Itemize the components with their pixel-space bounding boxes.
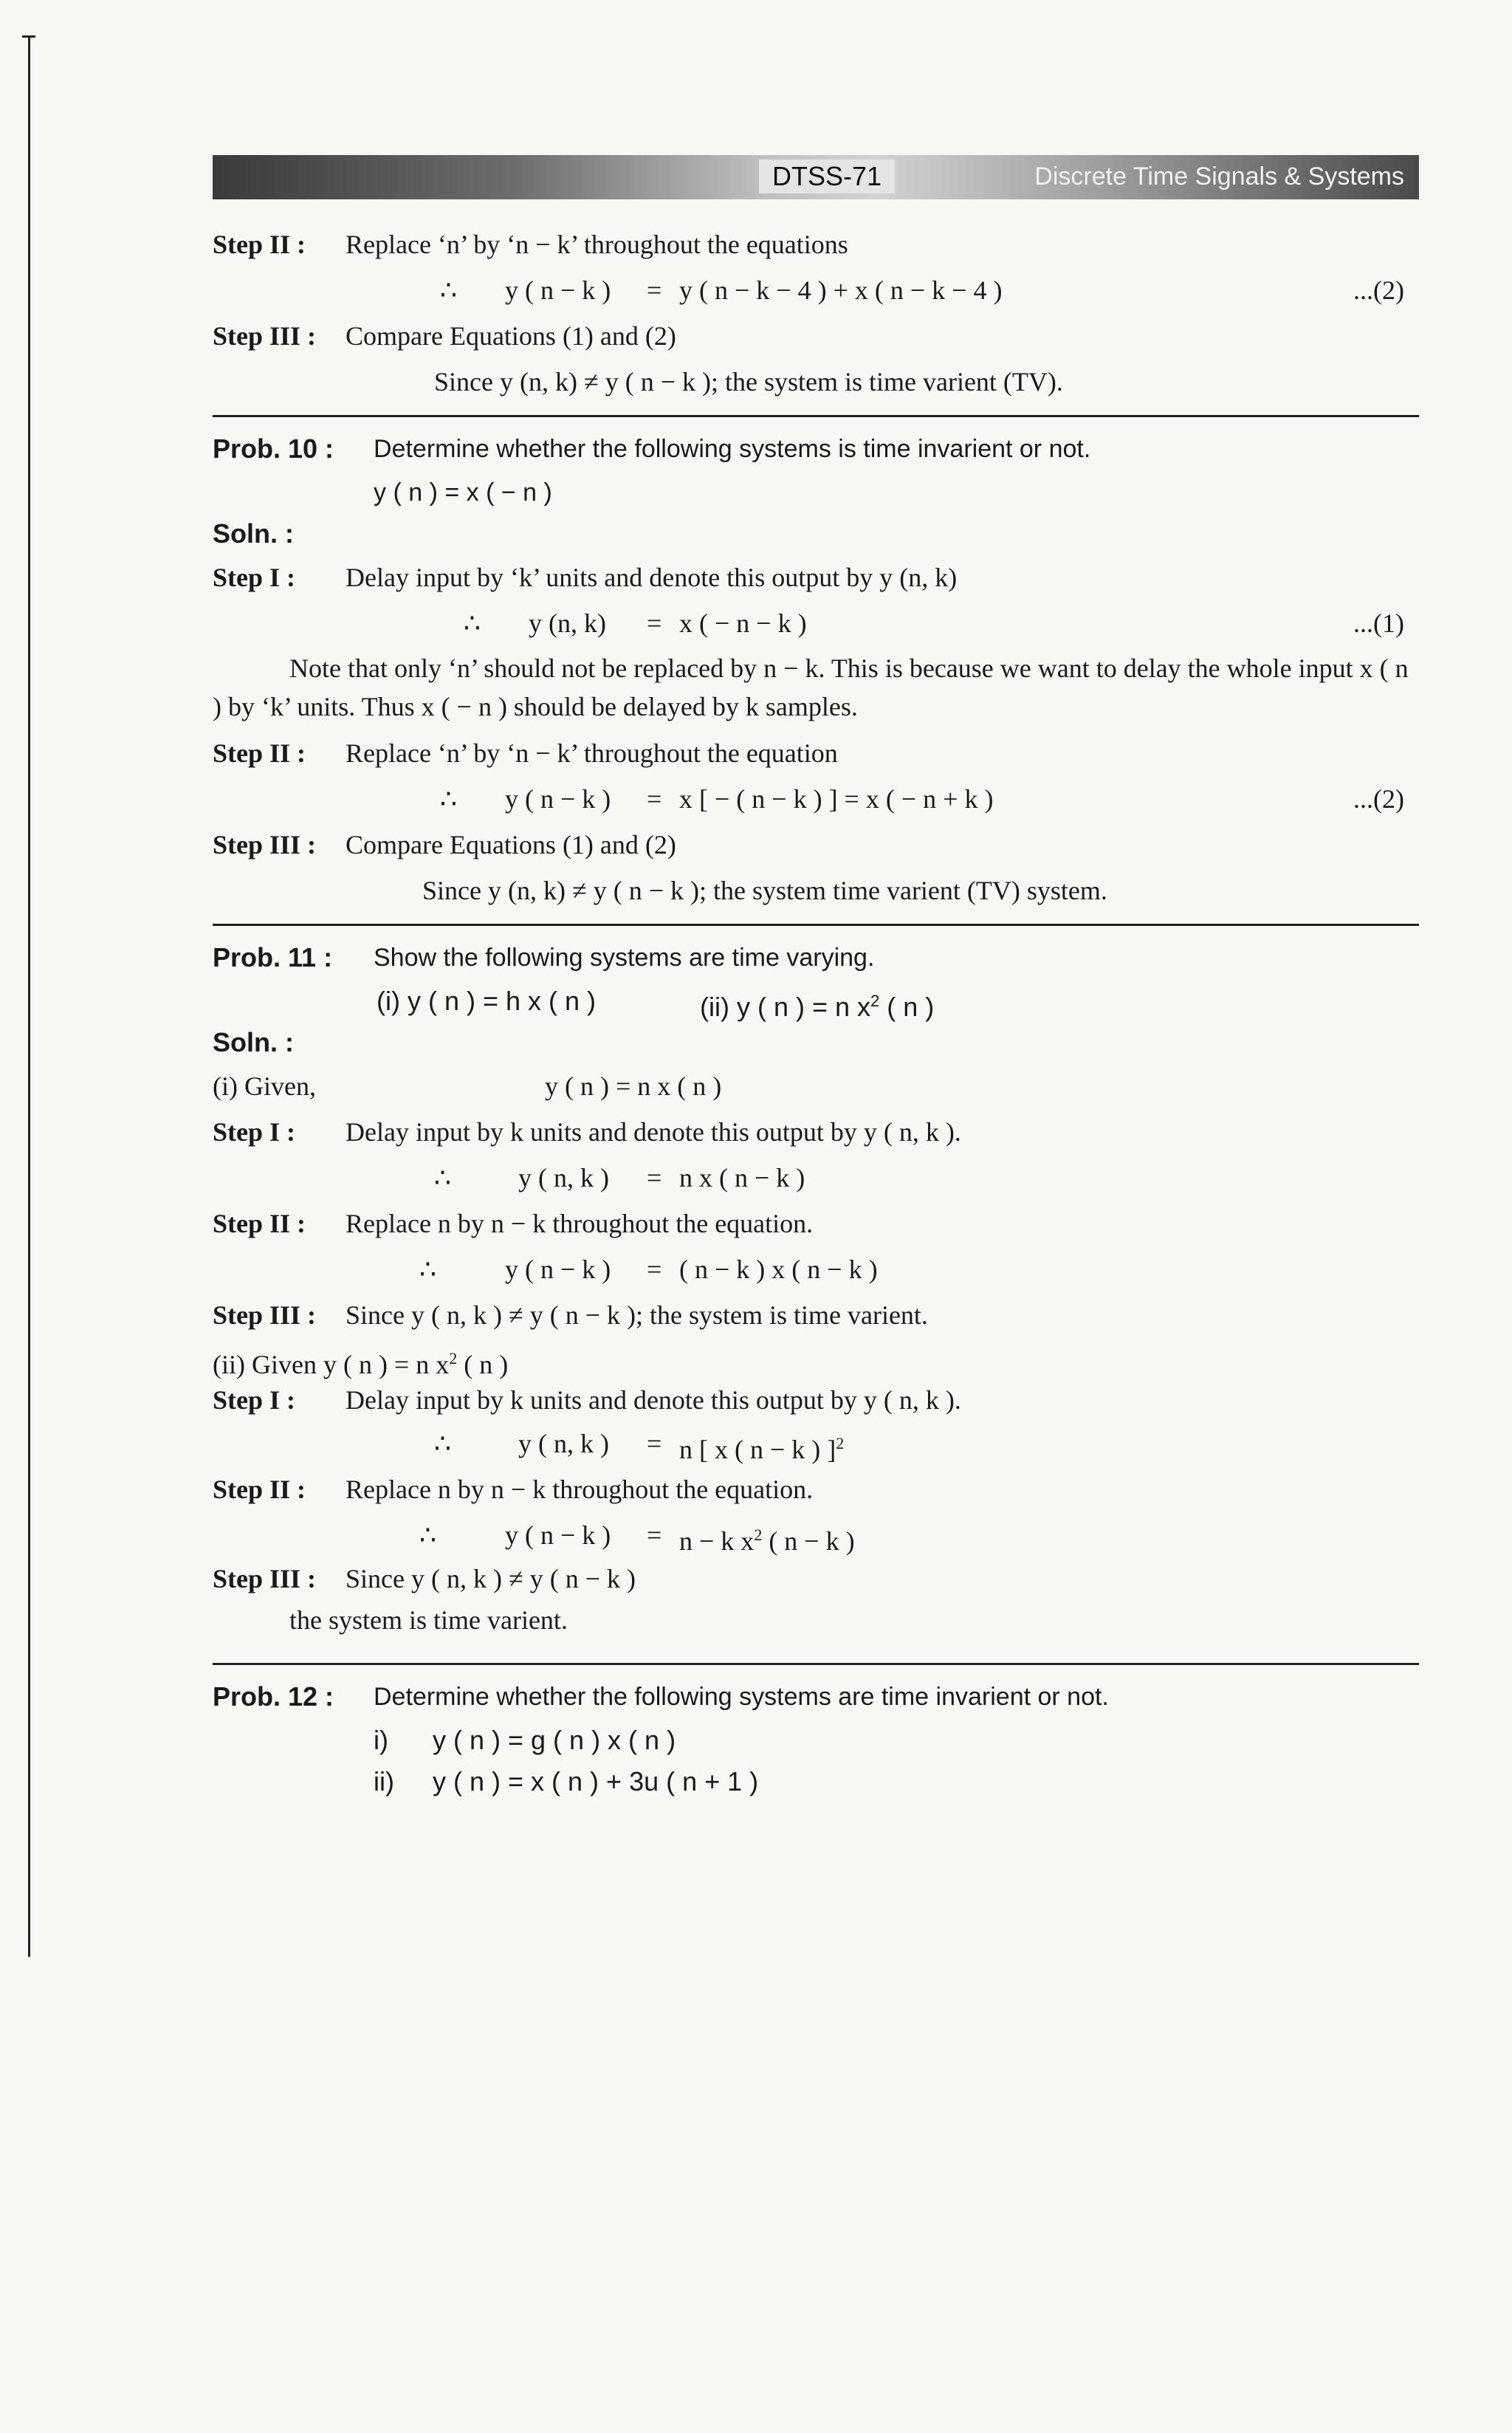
step-text: Delay input by k units and denote this output by y ( n, k ). [346,1117,961,1147]
step-row [213,1379,1419,1421]
equation-lhs: y ( n, k ) [518,1429,609,1458]
problem-equation-row [213,981,1419,1022]
equals-sign: = [647,1255,662,1284]
step-label: Step II : [213,230,306,259]
equation-row [213,1421,1419,1466]
therefore-symbol: ∴ [419,1255,436,1284]
equation-row [213,600,1419,646]
problem-label: Prob. 11 : [213,942,333,972]
problem-equation: y ( n ) = x ( − n ) [374,478,552,507]
page-header [213,155,1419,199]
given-row [213,1063,1419,1109]
equation-rhs: x ( − n − k ) [679,608,807,638]
equation-lhs: y (n, k) [529,608,606,638]
given-equation: y ( n ) = n x ( n ) [545,1071,722,1101]
solution-heading-row [213,513,1419,555]
equation-lhs: y ( n − k ) [505,275,611,305]
problem-item-equation: y ( n ) = x ( n ) + 3u ( n + 1 ) [433,1766,759,1797]
step-label: Step III : [213,1300,317,1330]
given-label: (i) Given, [213,1071,316,1101]
problem-item [213,1761,1419,1802]
step-text: Compare Equations (1) and (2) [346,830,676,859]
equation-row [213,1246,1419,1292]
step-label: Step III : [213,321,317,351]
step-row [213,222,1419,267]
page-content [213,222,1419,1802]
equation-number: ...(2) [1353,784,1404,814]
conclusion-text: Since y (n, k) ≠ y ( n − k ); the system time varient (TV) system. [422,876,1107,905]
step-label: Step III : [213,830,317,859]
page-code: DTSS-71 [759,159,895,193]
equation-lhs: y ( n, k ) [518,1163,609,1193]
step-label: Step II : [213,738,306,768]
conclusion-row [213,1599,1419,1641]
step-label: Step I : [213,1385,296,1415]
step-text: Replace n by n − k throughout the equation. [346,1209,814,1238]
margin-line [28,37,30,1957]
step-label: Step II : [213,1209,306,1238]
equation-rhs: x [ − ( n − k ) ] = x ( − n + k ) [679,784,994,814]
divider [213,924,1419,926]
step-row [213,313,1419,359]
equals-sign: = [647,784,662,814]
step-row [213,1466,1419,1512]
equation-lhs: y ( n − k ) [505,1255,611,1284]
problem-statement: Determine whether the following systems are time invarient or not. [374,1683,1109,1711]
equation-number: ...(2) [1353,275,1404,305]
problem-part-i: (i) y ( n ) = h x ( n ) [377,986,597,1016]
solution-heading: Soln. : [213,1027,294,1057]
problem-row [213,1674,1419,1720]
step-row [213,1292,1419,1338]
equals-sign: = [647,608,662,638]
equals-sign: = [647,1429,662,1458]
problem-row [213,935,1419,981]
equation-rhs: n − k $x^2$ ( n − k ) [679,1526,855,1556]
problem-item-number: i) [374,1725,388,1755]
step-row [213,555,1419,600]
step-text: Since y ( n, k ) ≠ y ( n − k ); the system is time varient. [346,1300,928,1330]
problem-statement: Show the following systems are time varying. [374,944,875,972]
conclusion-row [213,359,1419,405]
equation-rhs: ( n − k ) x ( n − k ) [679,1255,878,1284]
equation-lhs: y ( n − k ) [505,784,611,814]
equation-number: ...(1) [1353,608,1404,638]
problem-equation-row [213,472,1419,513]
therefore-symbol: ∴ [440,784,457,814]
step-text: Replace ‘n’ by ‘n − k’ throughout the equations [346,230,848,259]
problem-statement: Determine whether the following systems is time invarient or not. [374,435,1091,463]
conclusion-text: Since y (n, k) ≠ y ( n − k ); the system is time varient (TV). [434,367,1063,397]
equation-rhs: n x ( n − k ) [679,1163,805,1193]
equals-sign: = [647,1163,662,1193]
therefore-symbol: ∴ [434,1429,451,1458]
equation-lhs: y ( n − k ) [505,1520,611,1550]
equation-row [213,267,1419,313]
step-text: Replace ‘n’ by ‘n − k’ throughout the equation [346,738,838,768]
problem-item-equation: y ( n ) = g ( n ) x ( n ) [433,1725,676,1755]
therefore-symbol: ∴ [434,1163,451,1193]
therefore-symbol: ∴ [464,608,481,638]
step-label: Step II : [213,1475,306,1504]
therefore-symbol: ∴ [419,1520,436,1550]
step-text: Compare Equations (1) and (2) [346,321,676,351]
note-paragraph: Note that only ‘n’ should not be replaced by n − k. This is because we want to delay the whole input x ( n ) by ‘k’ units. Thus x ( − n ) should be delayed by k samples. [213,653,1409,721]
step-label: Step I : [213,1117,296,1147]
problem-label: Prob. 12 : [213,1681,334,1712]
solution-heading-row [213,1022,1419,1063]
step-label: Step III : [213,1564,317,1593]
problem-row [213,426,1419,472]
equation-rhs: n [ x ( n − k ) ]$^2$ [679,1434,845,1464]
step-label: Step I : [213,563,296,592]
problem-item [213,1720,1419,1761]
step-row [213,1201,1419,1246]
step-row [213,1558,1419,1599]
given-equation: (ii) Given y ( n ) = n $x^2$ ( n ) [213,1349,509,1379]
given-row [213,1338,1419,1379]
divider [213,415,1419,417]
step-row [213,822,1419,868]
problem-item-number: ii) [374,1766,394,1797]
equation-row [213,1155,1419,1201]
step-row [213,1109,1419,1155]
problem-part-ii: (ii) y ( n ) = n $x^2$ ( n ) [700,992,935,1022]
step-row [213,730,1419,776]
equation-row [213,776,1419,822]
chapter-title: Discrete Time Signals & Systems [1034,162,1404,191]
equation-rhs: y ( n − k − 4 ) + x ( n − k − 4 ) [679,275,1003,305]
conclusion-row [213,868,1419,913]
equals-sign: = [647,1520,662,1550]
divider [213,1663,1419,1665]
step-text: Replace n by n − k throughout the equation. [346,1475,814,1504]
step-text: Delay input by ‘k’ units and denote this output by y (n, k) [346,563,958,592]
solution-heading: Soln. : [213,518,294,549]
conclusion-text: the system is time varient. [289,1605,568,1635]
step-text: Since y ( n, k ) ≠ y ( n − k ) [346,1564,636,1593]
step-text: Delay input by k units and denote this output by y ( n, k ). [346,1385,961,1415]
equals-sign: = [647,275,662,305]
therefore-symbol: ∴ [440,275,457,305]
equation-row [213,1512,1419,1558]
problem-label: Prob. 10 : [213,433,334,464]
